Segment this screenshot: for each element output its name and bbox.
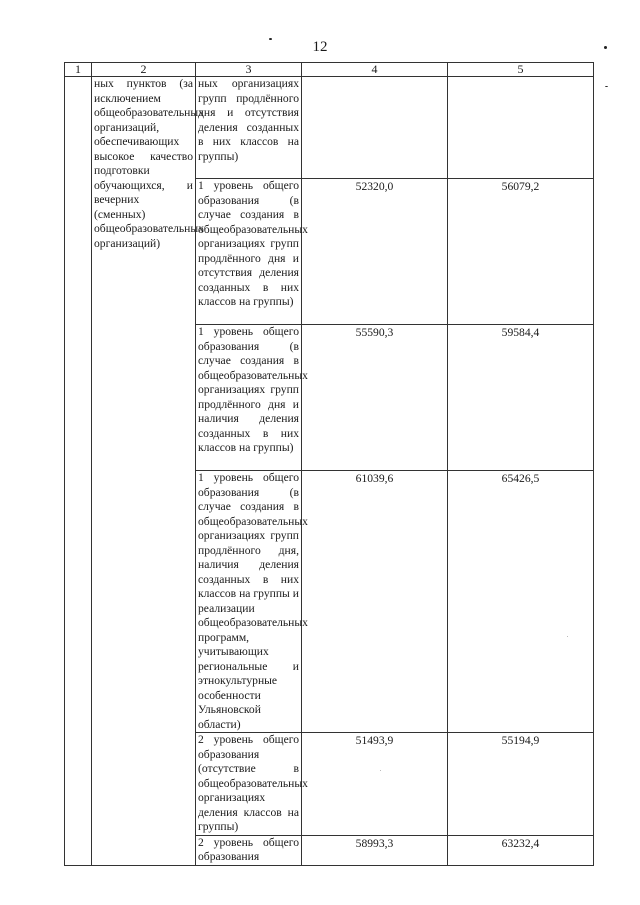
value-cell (302, 77, 448, 179)
data-table (64, 62, 594, 866)
table-header-row (65, 63, 594, 77)
value-cell: 59584,4 (448, 325, 594, 471)
education-level-cell: 2 уровень общего образования (отсутствие в общеобразовательных организациях деления классов на группы) (196, 733, 302, 836)
column-header: 2 (92, 63, 196, 77)
value-cell (448, 77, 594, 179)
column-header: 3 (196, 63, 302, 77)
value-cell: 63232,4 (448, 835, 594, 865)
column-1-cell (65, 77, 92, 866)
value-cell: 56079,2 (448, 179, 594, 325)
value-cell: 65426,5 (448, 471, 594, 733)
value-cell: 58993,3 (302, 835, 448, 865)
value-cell: 61039,6 (302, 471, 448, 733)
table-row (65, 77, 594, 179)
column-header: 1 (65, 63, 92, 77)
scan-mark (380, 770, 381, 771)
value-cell: 55590,3 (302, 325, 448, 471)
value-cell: 52320,0 (302, 179, 448, 325)
education-level-cell: 1 уровень общего образования (в случае создания в общеобразовательных организациях групп продлённого дня, наличия деления созданных в них классов на группы и реализации общеобразовательных программ, учитывающих региональные и этнокультурные особенности Ульяновской области) (196, 471, 302, 733)
education-level-cell: ных организациях групп продлённого дня и отсутствия деления созданных в них классов на группы) (196, 77, 302, 179)
education-level-cell: 2 уровень общего образования (196, 835, 302, 865)
page-number: 12 (312, 39, 328, 55)
scan-speck (269, 38, 272, 40)
institution-description-cell: ных пунктов (за исключением общеобразовательных организаций, обеспечивающих высокое качество подготовки обучающихся, и вечерних (сменных) общеобразовательных организаций) (92, 77, 196, 866)
scan-mark (567, 636, 568, 637)
column-header: 4 (302, 63, 448, 77)
value-cell: 55194,9 (448, 733, 594, 836)
scan-speck (604, 46, 607, 49)
scan-speck (605, 86, 608, 87)
education-level-cell: 1 уровень общего образования (в случае создания в общеобразовательных организациях групп продлённого дня и отсутствия деления созданных в них классов на группы) (196, 179, 302, 325)
education-level-cell: 1 уровень общего образования (в случае создания в общеобразовательных организациях групп продлённого дня и наличия деления созданных в них классов на группы) (196, 325, 302, 471)
value-cell: 51493,9 (302, 733, 448, 836)
column-header: 5 (448, 63, 594, 77)
